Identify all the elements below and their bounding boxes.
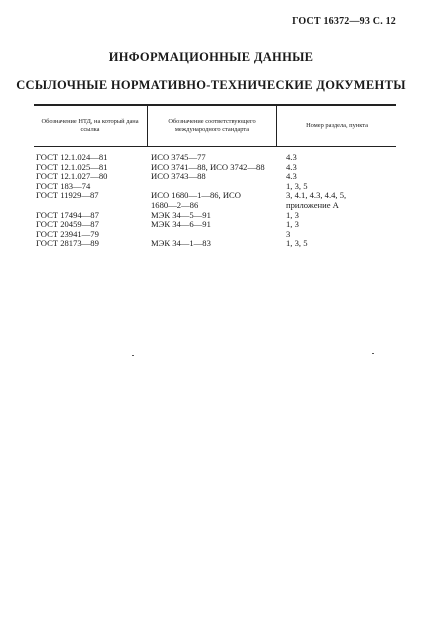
cell-section: 1, 3 — [286, 209, 299, 220]
cell-international: МЭК 34—6—91 — [151, 219, 211, 230]
table-body — [34, 153, 396, 249]
header-section-number: Номер раздела, пункта — [276, 106, 397, 146]
cell-international: ИСО 3745—77 — [151, 152, 206, 162]
cell-section: 3, 4.1, 4.3, 4.4, 5, — [286, 190, 347, 201]
header-ntd-designation: Обозначение НТД, на который дана ссылка — [41, 118, 139, 133]
cell-section: приложение А — [286, 199, 339, 210]
cell-ntd: ГОСТ 12.1.025—81 — [36, 161, 108, 172]
cell-section: 4.3 — [286, 161, 297, 172]
scan-speck — [132, 355, 134, 356]
cell-ntd: ГОСТ 11929—87 — [36, 190, 99, 201]
standard-reference: ГОСТ 16372—93 С. 12 — [292, 16, 396, 27]
header-international-standard: Обозначение соответствующего международного стандарта — [147, 106, 276, 146]
cell-international: МЭК 34—5—91 — [151, 209, 211, 220]
scan-speck — [372, 353, 374, 354]
references-table — [34, 104, 396, 249]
cell-ntd: ГОСТ 28173—89 — [36, 238, 99, 249]
cell-section: 4.3 — [286, 152, 297, 162]
cell-section: 1, 3, 5 — [286, 180, 308, 191]
cell-ntd: ГОСТ 20459—87 — [36, 219, 99, 230]
cell-international: ИСО 3743—88 — [151, 171, 206, 182]
cell-ntd: ГОСТ 183—74 — [36, 180, 91, 191]
table-row — [34, 191, 396, 201]
table-header — [34, 104, 396, 147]
cell-international: 1680—2—86 — [151, 199, 199, 210]
table-row — [34, 239, 396, 249]
cell-ntd: ГОСТ 17494—87 — [36, 209, 99, 220]
cell-section: 3 — [286, 228, 291, 239]
section-title: ССЫЛОЧНЫЕ НОРМАТИВНО-ТЕХНИЧЕСКИЕ ДОКУМЕНТЫ — [16, 78, 406, 92]
cell-international: МЭК 34—1—83 — [151, 238, 211, 249]
cell-ntd: ГОСТ 23941—79 — [36, 228, 99, 239]
cell-section: 4.3 — [286, 171, 297, 182]
cell-section: 1, 3 — [286, 219, 299, 230]
cell-international: ИСО 1680—1—86, ИСО — [151, 190, 241, 201]
cell-section: 1, 3, 5 — [286, 238, 308, 249]
main-title: ИНФОРМАЦИОННЫЕ ДАННЫЕ — [108, 50, 314, 64]
cell-ntd: ГОСТ 12.1.024—81 — [36, 152, 108, 162]
cell-international: ИСО 3741—88, ИСО 3742—88 — [151, 161, 265, 172]
cell-ntd: ГОСТ 12.1.027—80 — [36, 171, 108, 182]
